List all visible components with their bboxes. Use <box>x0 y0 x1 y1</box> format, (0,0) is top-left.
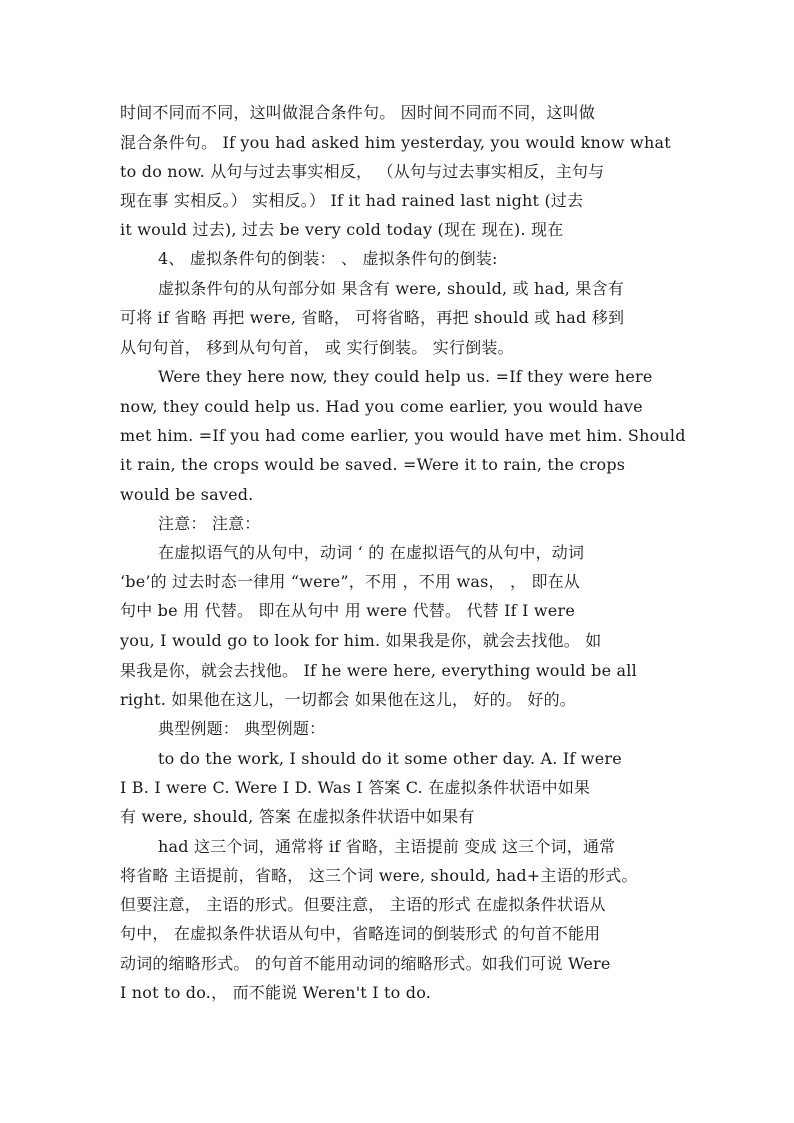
typical-example-heading: 典型例题： 典型例题： <box>158 719 326 738</box>
section-heading: 4、 虚拟条件句的倒装： 、 虚拟条件句的倒装: <box>158 249 498 268</box>
question-line-2: I B. I were C. Were I D. Was I 答案 C. 在虚拟条件状语中如果 <box>120 778 591 797</box>
text-line-4: 现在事 实相反。） 实相反。） If it had rained last night (过去 <box>120 191 584 210</box>
note-line-6: right. 如果他在这儿，一切都会 如果他在这儿， 好的。 好的。 <box>120 690 576 709</box>
explanation-line-4: 句中， 在虚拟条件状语从句中，省略连词的倒装形式 的句首不能用 <box>120 924 601 943</box>
explanation-line-1: had 这三个词，通常将 if 省略，主语提前 变成 这三个词，通常 <box>158 837 616 856</box>
text-line-7: 虚拟条件句的从句部分如 果含有 were, should, 或 had, 果含有 <box>158 279 624 298</box>
text-line-1: 时间不同而不同，这叫做混合条件句。 因时间不同而不同，这叫做 <box>120 103 596 122</box>
explanation-line-5: 动词的缩略形式。 的句首不能用动词的缩略形式。如我们可说 Were <box>120 954 611 973</box>
note-heading: 注意： 注意： <box>158 514 261 533</box>
text-line-5: it would 过去), 过去 be very cold today (现在 现在). 现在 <box>120 220 564 239</box>
note-line-1: 在虚拟语气的从句中，动词 ‘ 的 在虚拟语气的从句中，动词 <box>158 543 585 562</box>
example-line-3: met him. =If you had come earlier, you would have met him. Should <box>120 426 686 445</box>
example-line-5: would be saved. <box>120 485 254 504</box>
example-line-4: it rain, the crops would be saved. =Were it to rain, the crops <box>120 455 626 474</box>
text-line-3: to do now. 从句与过去事实相反， （从句与过去事实相反，主句与 <box>120 162 605 181</box>
note-line-5: 果我是你，就会去找他。 If he were here, everything would be all <box>120 661 637 680</box>
explanation-line-2: 将省略 主语提前，省略， 这三个词 were, should, had+主语的形式。 <box>120 866 638 885</box>
explanation-line-6: I not to do.， 而不能说 Weren't I to do. <box>120 983 432 1002</box>
note-line-4: you, I would go to look for him. 如果我是你，就会去找他。 如 <box>120 631 602 650</box>
example-line-1: Were they here now, they could help us. =If they were here <box>158 367 653 386</box>
text-line-9: 从句句首， 移到从句句首， 或 实行倒装。 实行倒装。 <box>120 338 514 357</box>
note-line-3: 句中 be 用 代替。 即在从句中 用 were 代替。 代替 If I were <box>120 601 575 620</box>
question-line-3: 有 were, should, 答案 在虚拟条件状语中如果有 <box>120 807 475 826</box>
note-line-2: ‘be’的 过去时态一律用 “were”，不用 ，不用 was， ， 即在从 <box>120 572 581 591</box>
text-line-8: 可将 if 省略 再把 were, 省略， 可将省略，再把 should 或 had 移到 <box>120 308 625 327</box>
question-line-1: to do the work, I should do it some other day. A. If were <box>158 749 622 768</box>
explanation-line-3: 但要注意， 主语的形式。但要注意， 主语的形式 在虚拟条件状语从 <box>120 895 606 914</box>
text-line-2: 混合条件句。 If you had asked him yesterday, you would know what <box>120 133 671 152</box>
example-line-2: now, they could help us. Had you come earlier, you would have <box>120 397 643 416</box>
